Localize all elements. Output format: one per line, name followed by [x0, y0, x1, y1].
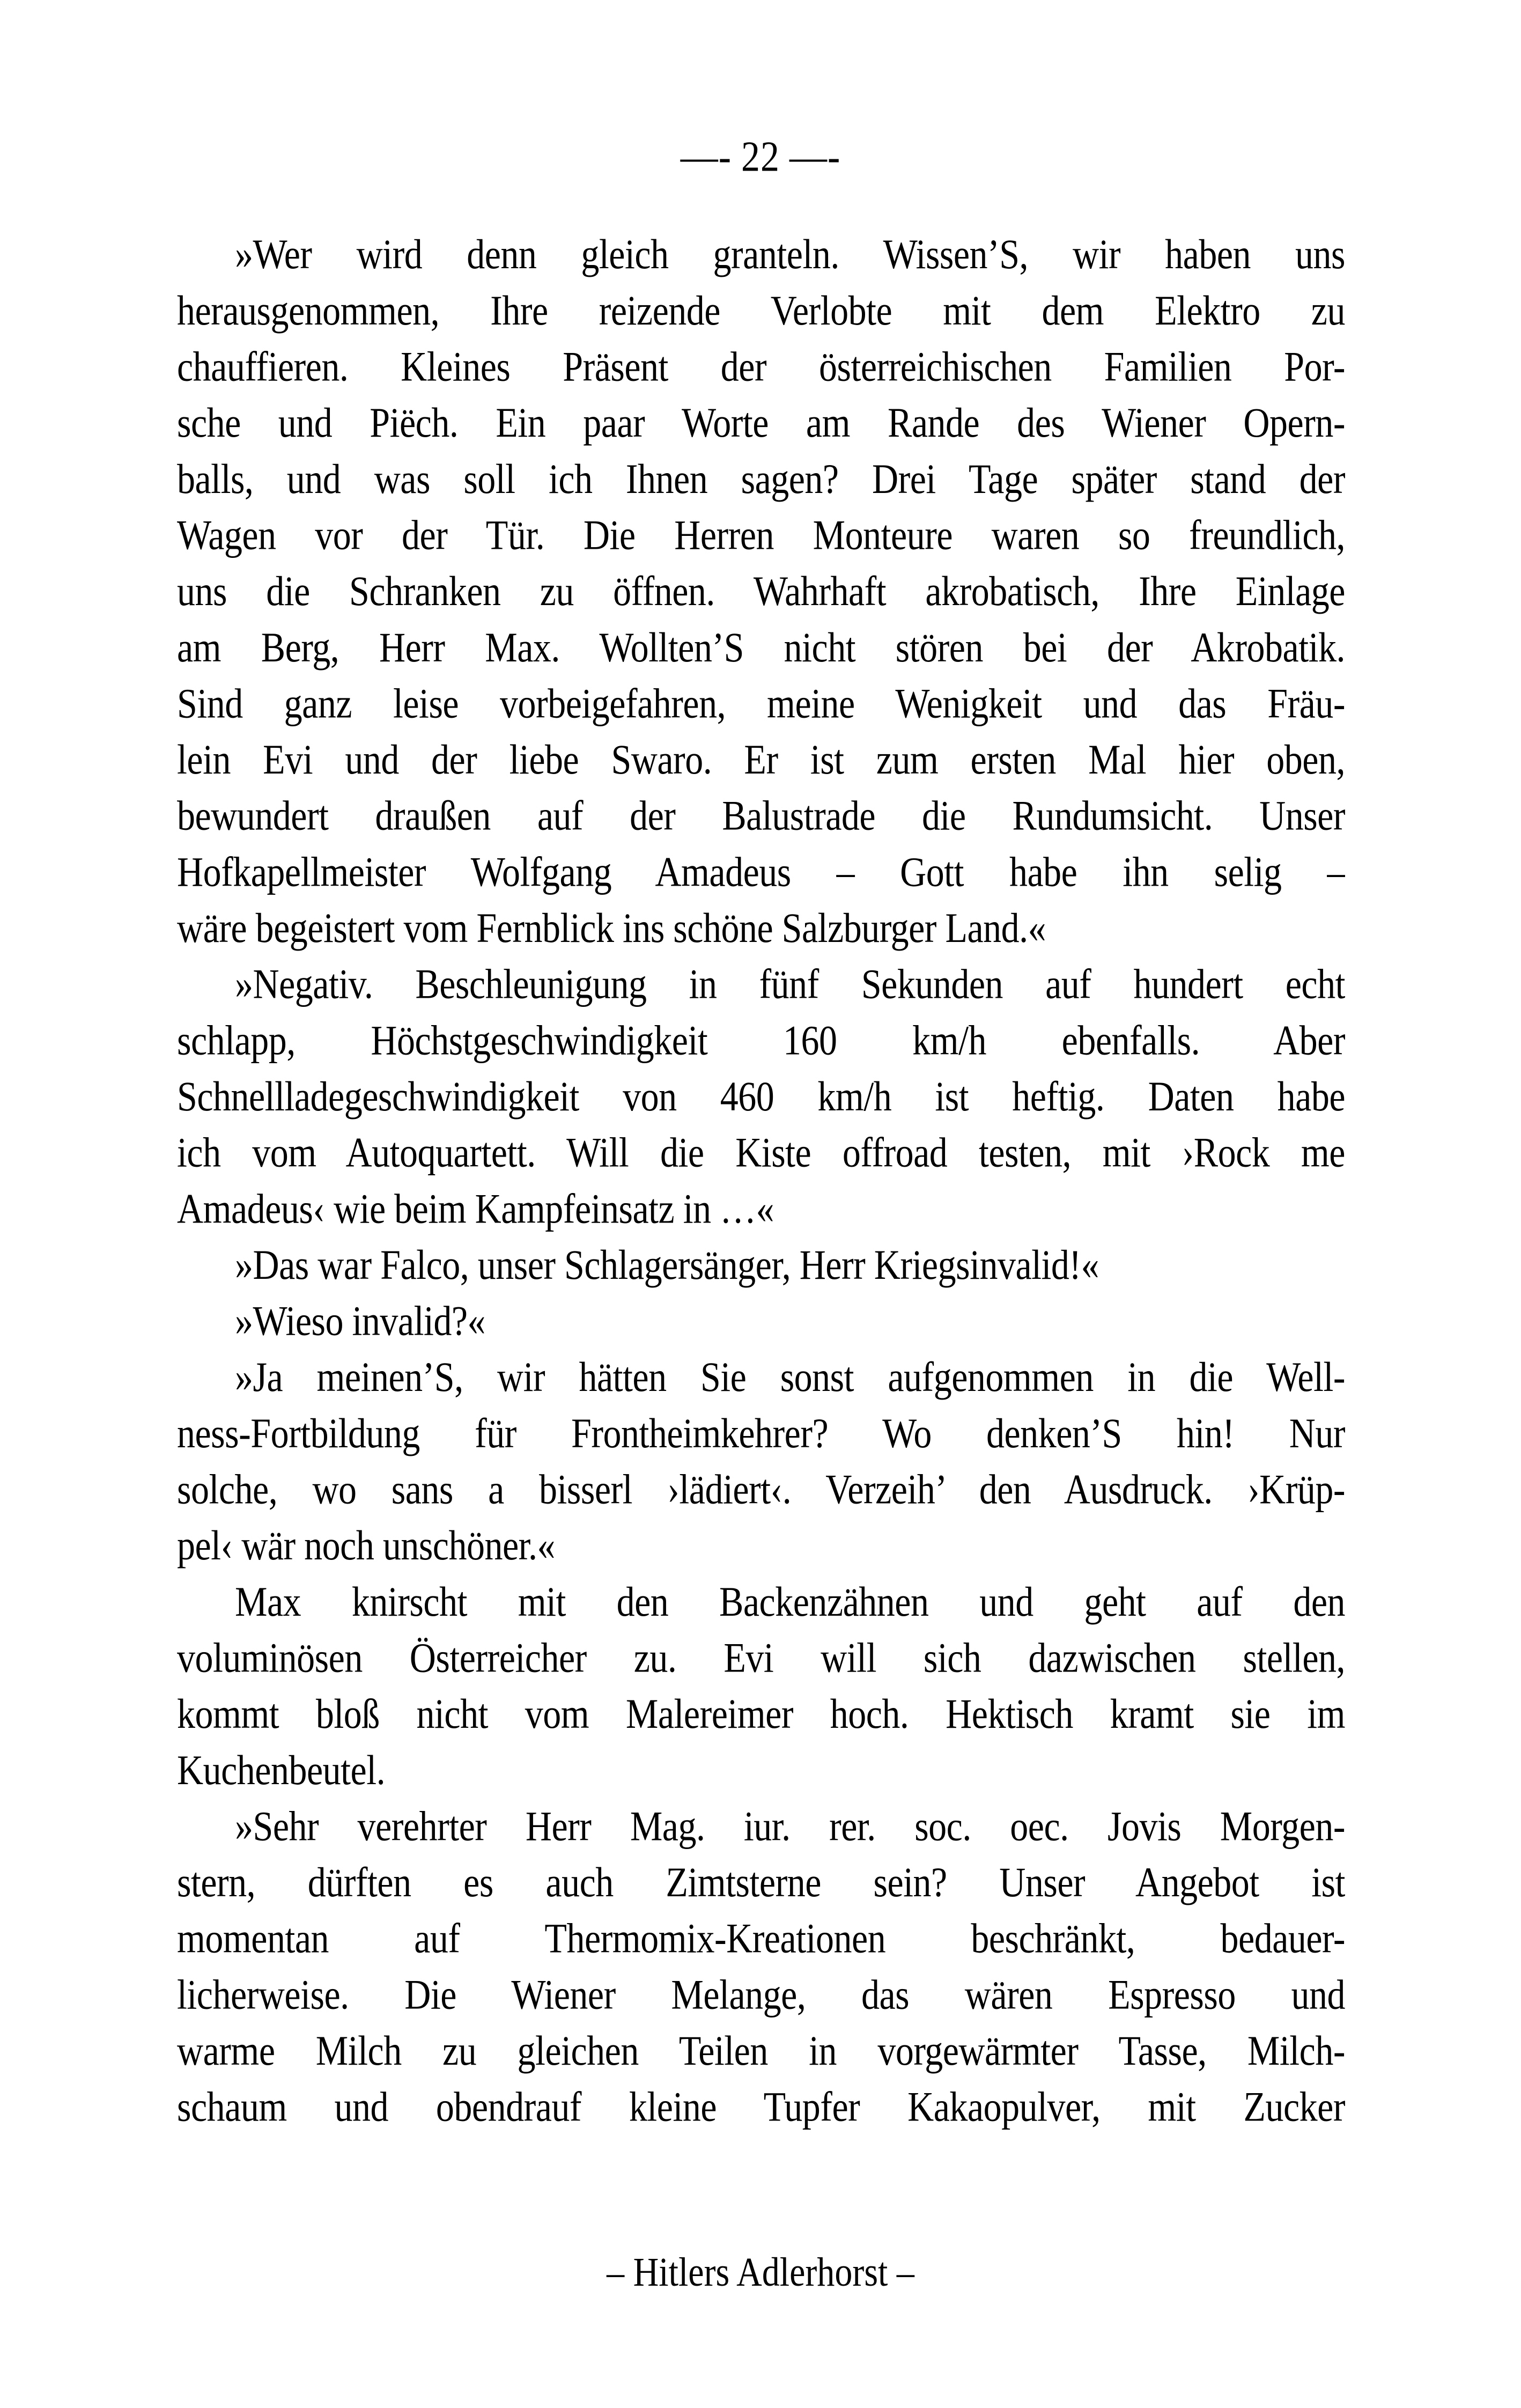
header-ornament-left: —- [680, 133, 732, 181]
text-line: Wagen vor der Tür. Die Herren Monteure waren so freundlich, [177, 511, 1345, 558]
paragraph [177, 226, 1345, 956]
page-number: 22 [741, 133, 780, 181]
text-line: stern, dürften es auch Zimtsterne sein? Unser Angebot ist [177, 1858, 1345, 1906]
page-header [0, 132, 1521, 182]
text-line: solche, wo sans a bisserl ›lädiert‹. Verzeih’ den Ausdruck. ›Krüp- [177, 1466, 1345, 1513]
text-line: sche und Piëch. Ein paar Worte am Rande des Wiener Opern- [177, 399, 1345, 446]
text-line: schaum und obendrauf kleine Tupfer Kakaopulver, mit Zucker [177, 2083, 1345, 2130]
text-line: »Das war Falco, unser Schlagersänger, Herr Kriegsinvalid!« [235, 1241, 1099, 1288]
text-line: »Negativ. Beschleunigung in fünf Sekunden auf hundert echt [235, 960, 1345, 1007]
text-line: warme Milch zu gleichen Teilen in vorgewärmter Tasse, Milch- [177, 2027, 1345, 2074]
paragraph [177, 1237, 1345, 1293]
text-line: voluminösen Österreicher zu. Evi will sich dazwischen stellen, [177, 1634, 1345, 1681]
text-line: schlapp, Höchstgeschwindigkeit 160 km/h ebenfalls. Aber [177, 1017, 1345, 1064]
text-line: wäre begeistert vom Fernblick ins schöne Salzburger Land.« [177, 904, 1046, 952]
header-ornament-right: —- [789, 133, 841, 181]
text-line: lein Evi und der liebe Swaro. Er ist zum ersten Mal hier oben, [177, 735, 1345, 783]
text-line: chauffieren. Kleines Präsent der österreichischen Familien Por- [177, 343, 1345, 390]
text-line: Hofkapellmeister Wolfgang Amadeus – Gott habe ihn selig – [177, 848, 1345, 895]
text-line: balls, und was soll ich Ihnen sagen? Drei Tage später stand der [177, 455, 1345, 503]
paragraph [177, 1798, 1345, 2135]
text-line: kommt bloß nicht vom Malereimer hoch. Hektisch kramt sie im [177, 1690, 1345, 1737]
text-line: bewundert draußen auf der Balustrade die Rundumsicht. Unser [177, 792, 1345, 839]
page-footer [0, 2249, 1521, 2297]
text-line: momentan auf Thermomix-Kreationen beschränkt, bedauer- [177, 1914, 1345, 1962]
paragraph [177, 1574, 1345, 1799]
paragraph [177, 1349, 1345, 1574]
text-line: »Sehr verehrter Herr Mag. iur. rer. soc. oec. Jovis Morgen- [235, 1802, 1345, 1850]
text-line: uns die Schranken zu öffnen. Wahrhaft akrobatisch, Ihre Einlage [177, 567, 1345, 615]
paragraph [177, 1293, 1345, 1349]
text-line: ness-Fortbildung für Frontheimkehrer? Wo denken’S hin! Nur [177, 1409, 1345, 1457]
text-line: Sind ganz leise vorbeigefahren, meine Wenigkeit und das Fräu- [177, 680, 1345, 727]
text-line: herausgenommen, Ihre reizende Verlobte mit dem Elektro zu [177, 286, 1345, 334]
running-title: – Hitlers Adlerhorst – [607, 2250, 914, 2295]
text-line: am Berg, Herr Max. Wollten’S nicht stören bei der Akrobatik. [177, 623, 1345, 671]
text-line: licherweise. Die Wiener Melange, das wären Espresso und [177, 1971, 1345, 2018]
text-block [177, 226, 1345, 2135]
text-line: »Wer wird denn gleich granteln. Wissen’S, wir haben uns [235, 231, 1345, 278]
text-line: »Wieso invalid?« [235, 1297, 486, 1344]
text-line: Amadeus‹ wie beim Kampfeinsatz in …« [177, 1185, 774, 1232]
text-line: ich vom Autoquartett. Will die Kiste offroad testen, mit ›Rock me [177, 1129, 1345, 1176]
text-line: Max knirscht mit den Backenzähnen und geht auf den [235, 1578, 1345, 1625]
text-line: »Ja meinen’S, wir hätten Sie sonst aufgenommen in die Well- [235, 1353, 1345, 1401]
text-line: Kuchenbeutel. [177, 1746, 386, 1793]
text-line: pel‹ wär noch unschöner.« [177, 1522, 556, 1569]
text-line: Schnellladegeschwindigkeit von 460 km/h ist heftig. Daten habe [177, 1072, 1345, 1120]
paragraph [177, 956, 1345, 1236]
